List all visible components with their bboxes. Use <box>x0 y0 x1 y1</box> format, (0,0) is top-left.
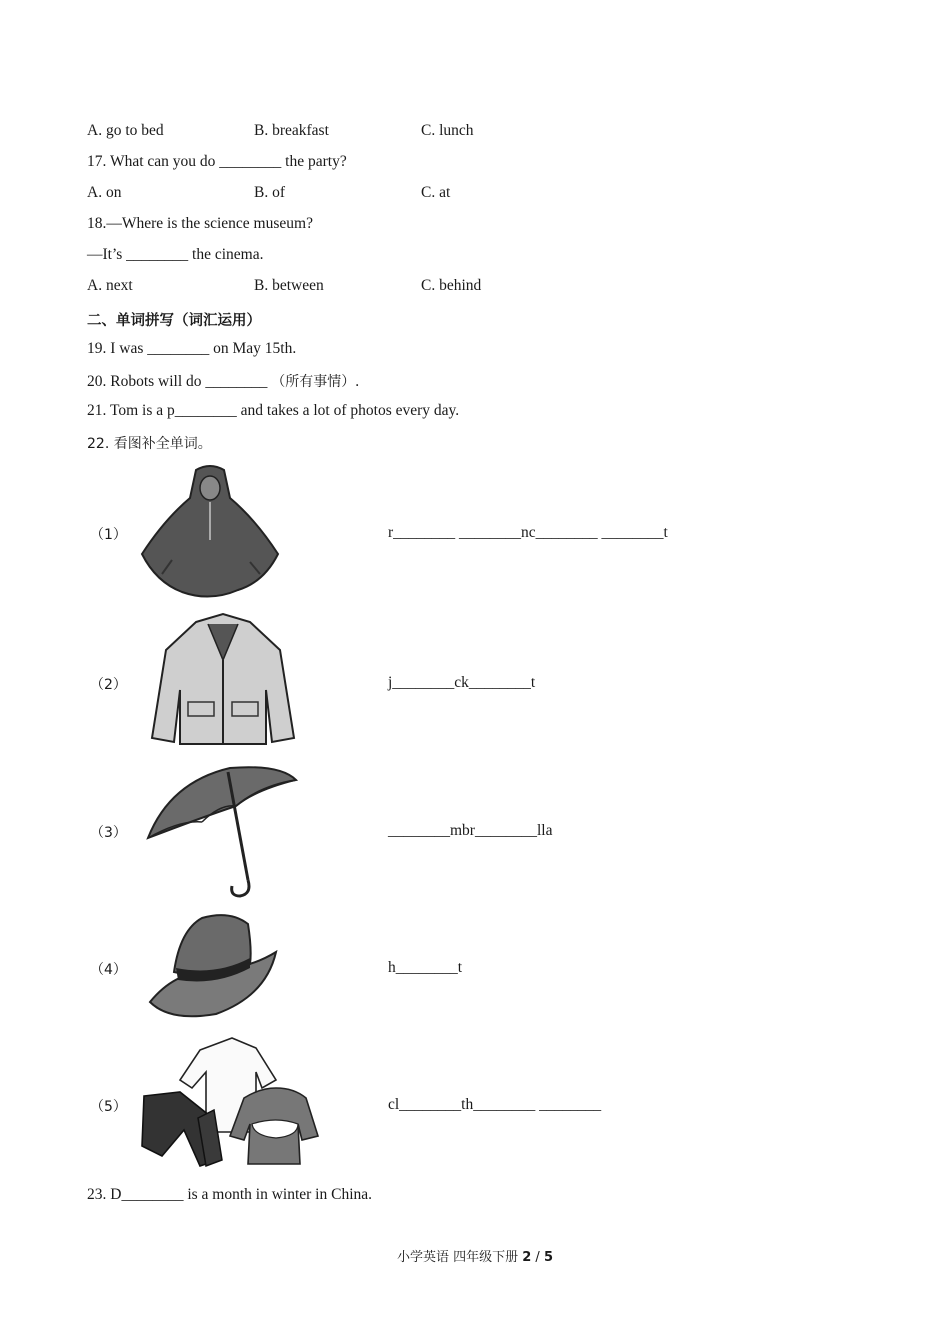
section-2-title: 二、单词拼写（词汇运用） <box>87 313 261 329</box>
q17-option-a: A. on <box>87 184 122 201</box>
jacket-icon <box>148 610 298 750</box>
q18-option-a: A. next <box>87 277 133 294</box>
q21-text: 21. Tom is a p________ and takes a lot of photos every day. <box>87 402 460 419</box>
q20-main: 20. Robots will do ________ <box>87 373 272 390</box>
q22-item-4-answer: h________t <box>388 959 463 976</box>
q22-item-1-answer: r________ ________nc________ ________t <box>388 524 668 541</box>
q18-text: 18.—Where is the science museum? <box>87 215 313 232</box>
raincoat-icon <box>138 462 283 604</box>
q23-text: 23. D________ is a month in winter in China. <box>87 1186 373 1203</box>
q22-item-1-number: （1） <box>90 527 127 543</box>
q16-option-b: B. breakfast <box>254 122 329 139</box>
q16-option-a: A. go to bed <box>87 122 164 139</box>
footer-page-total: 5 <box>543 1250 553 1265</box>
q20-text <box>87 371 359 391</box>
q20-hint: （所有事情） <box>271 374 356 390</box>
q17-option-b: B. of <box>254 184 285 201</box>
q22-item-4-number: （4） <box>90 962 127 978</box>
q19-text: 19. I was ________ on May 15th. <box>87 340 297 357</box>
q17-option-c: C. at <box>421 184 451 201</box>
q16-option-c: C. lunch <box>421 122 474 139</box>
q22-item-3-answer: ________mbr________lla <box>388 822 553 839</box>
q22-item-2-number: （2） <box>90 677 127 693</box>
q17-text: 17. What can you do ________ the party? <box>87 153 347 170</box>
q22-item-3-number: （3） <box>90 825 127 841</box>
page-footer <box>0 1246 950 1265</box>
q20-end: . <box>355 373 360 390</box>
footer-page-number: 2 <box>522 1250 532 1265</box>
q22-item-2-answer: j________ck________t <box>388 674 536 691</box>
hat-icon <box>146 910 280 1022</box>
clothes-icon <box>136 1032 332 1172</box>
footer-separator: / <box>531 1250 544 1265</box>
q22-item-5-number: （5） <box>90 1099 127 1115</box>
q18-reply: —It’s ________ the cinema. <box>87 246 264 263</box>
footer-label: 小学英语 四年级下册 <box>396 1250 523 1265</box>
q18-option-b: B. between <box>254 277 324 294</box>
q18-option-c: C. behind <box>421 277 482 294</box>
umbrella-icon <box>140 762 300 902</box>
q22-item-5-answer: cl________th________ ________ <box>388 1096 602 1113</box>
q22-title: 22. 看图补全单词。 <box>87 436 212 452</box>
